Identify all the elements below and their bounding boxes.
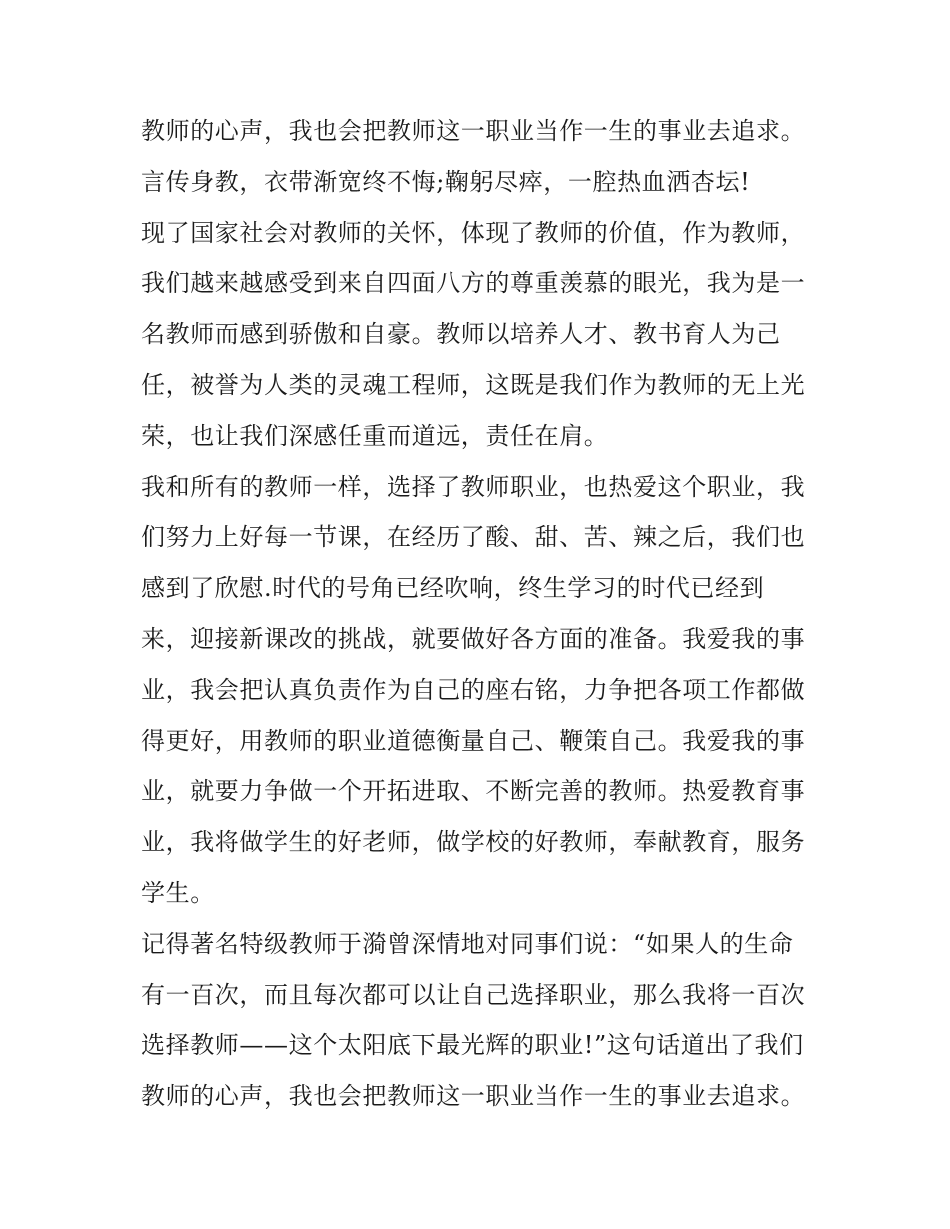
text-line: 们努力上好每一节课，在经历了酸、甜、苦、辣之后，我们也	[141, 523, 806, 552]
text-line: 得更好，用教师的职业道德衡量自己、鞭策自己。我爱我的事	[141, 726, 806, 755]
text-line: 我们越来越感受到来自四面八方的尊重羡慕的眼光，我为是一	[141, 269, 806, 298]
text-line: 言传身教，衣带渐宽终不悔;鞠躬尽瘁，一腔热血洒杏坛!	[141, 167, 751, 196]
text-line: 有一百次，而且每次都可以让自己选择职业，那么我将一百次	[141, 980, 806, 1009]
text-line: 来，迎接新课改的挑战，就要做好各方面的准备。我爱我的事	[141, 624, 806, 653]
text-line: 业，我会把认真负责作为自己的座右铭，力争把各项工作都做	[141, 675, 806, 704]
text-line: 教师的心声，我也会把教师这一职业当作一生的事业去追求。	[141, 117, 806, 145]
text-line: 任，被誉为人类的灵魂工程师，这既是我们作为教师的无上光	[141, 370, 806, 399]
text-line: 选择教师——这个太阳底下最光辉的职业!”这句话道出了我们	[141, 1031, 804, 1060]
text-line: 名教师而感到骄傲和自豪。教师以培养人才、教书育人为己	[141, 320, 781, 349]
text-line: 业，就要力争做一个开拓进取、不断完善的教师。热爱教育事	[141, 777, 806, 806]
text-line: 我和所有的教师一样，选择了教师职业，也热爱这个职业，我	[141, 472, 806, 501]
body-text	[141, 106, 831, 1122]
text-line: 感到了欣慰.时代的号角已经吹响，终生学习的时代已经到	[141, 574, 765, 603]
text-line: 业，我将做学生的好老师，做学校的好教师，奉献教育，服务	[141, 828, 806, 857]
text-line: 现了国家社会对教师的关怀，体现了教师的价值，作为教师，	[141, 218, 806, 247]
text-line: 教师的心声，我也会把教师这一职业当作一生的事业去追求。	[141, 1082, 806, 1111]
text-line: 记得著名特级教师于漪曾深情地对同事们说：“如果人的生命	[141, 929, 794, 958]
text-line: 学生。	[141, 878, 215, 907]
text-line: 荣，也让我们深感任重而道远，责任在肩。	[141, 421, 609, 450]
